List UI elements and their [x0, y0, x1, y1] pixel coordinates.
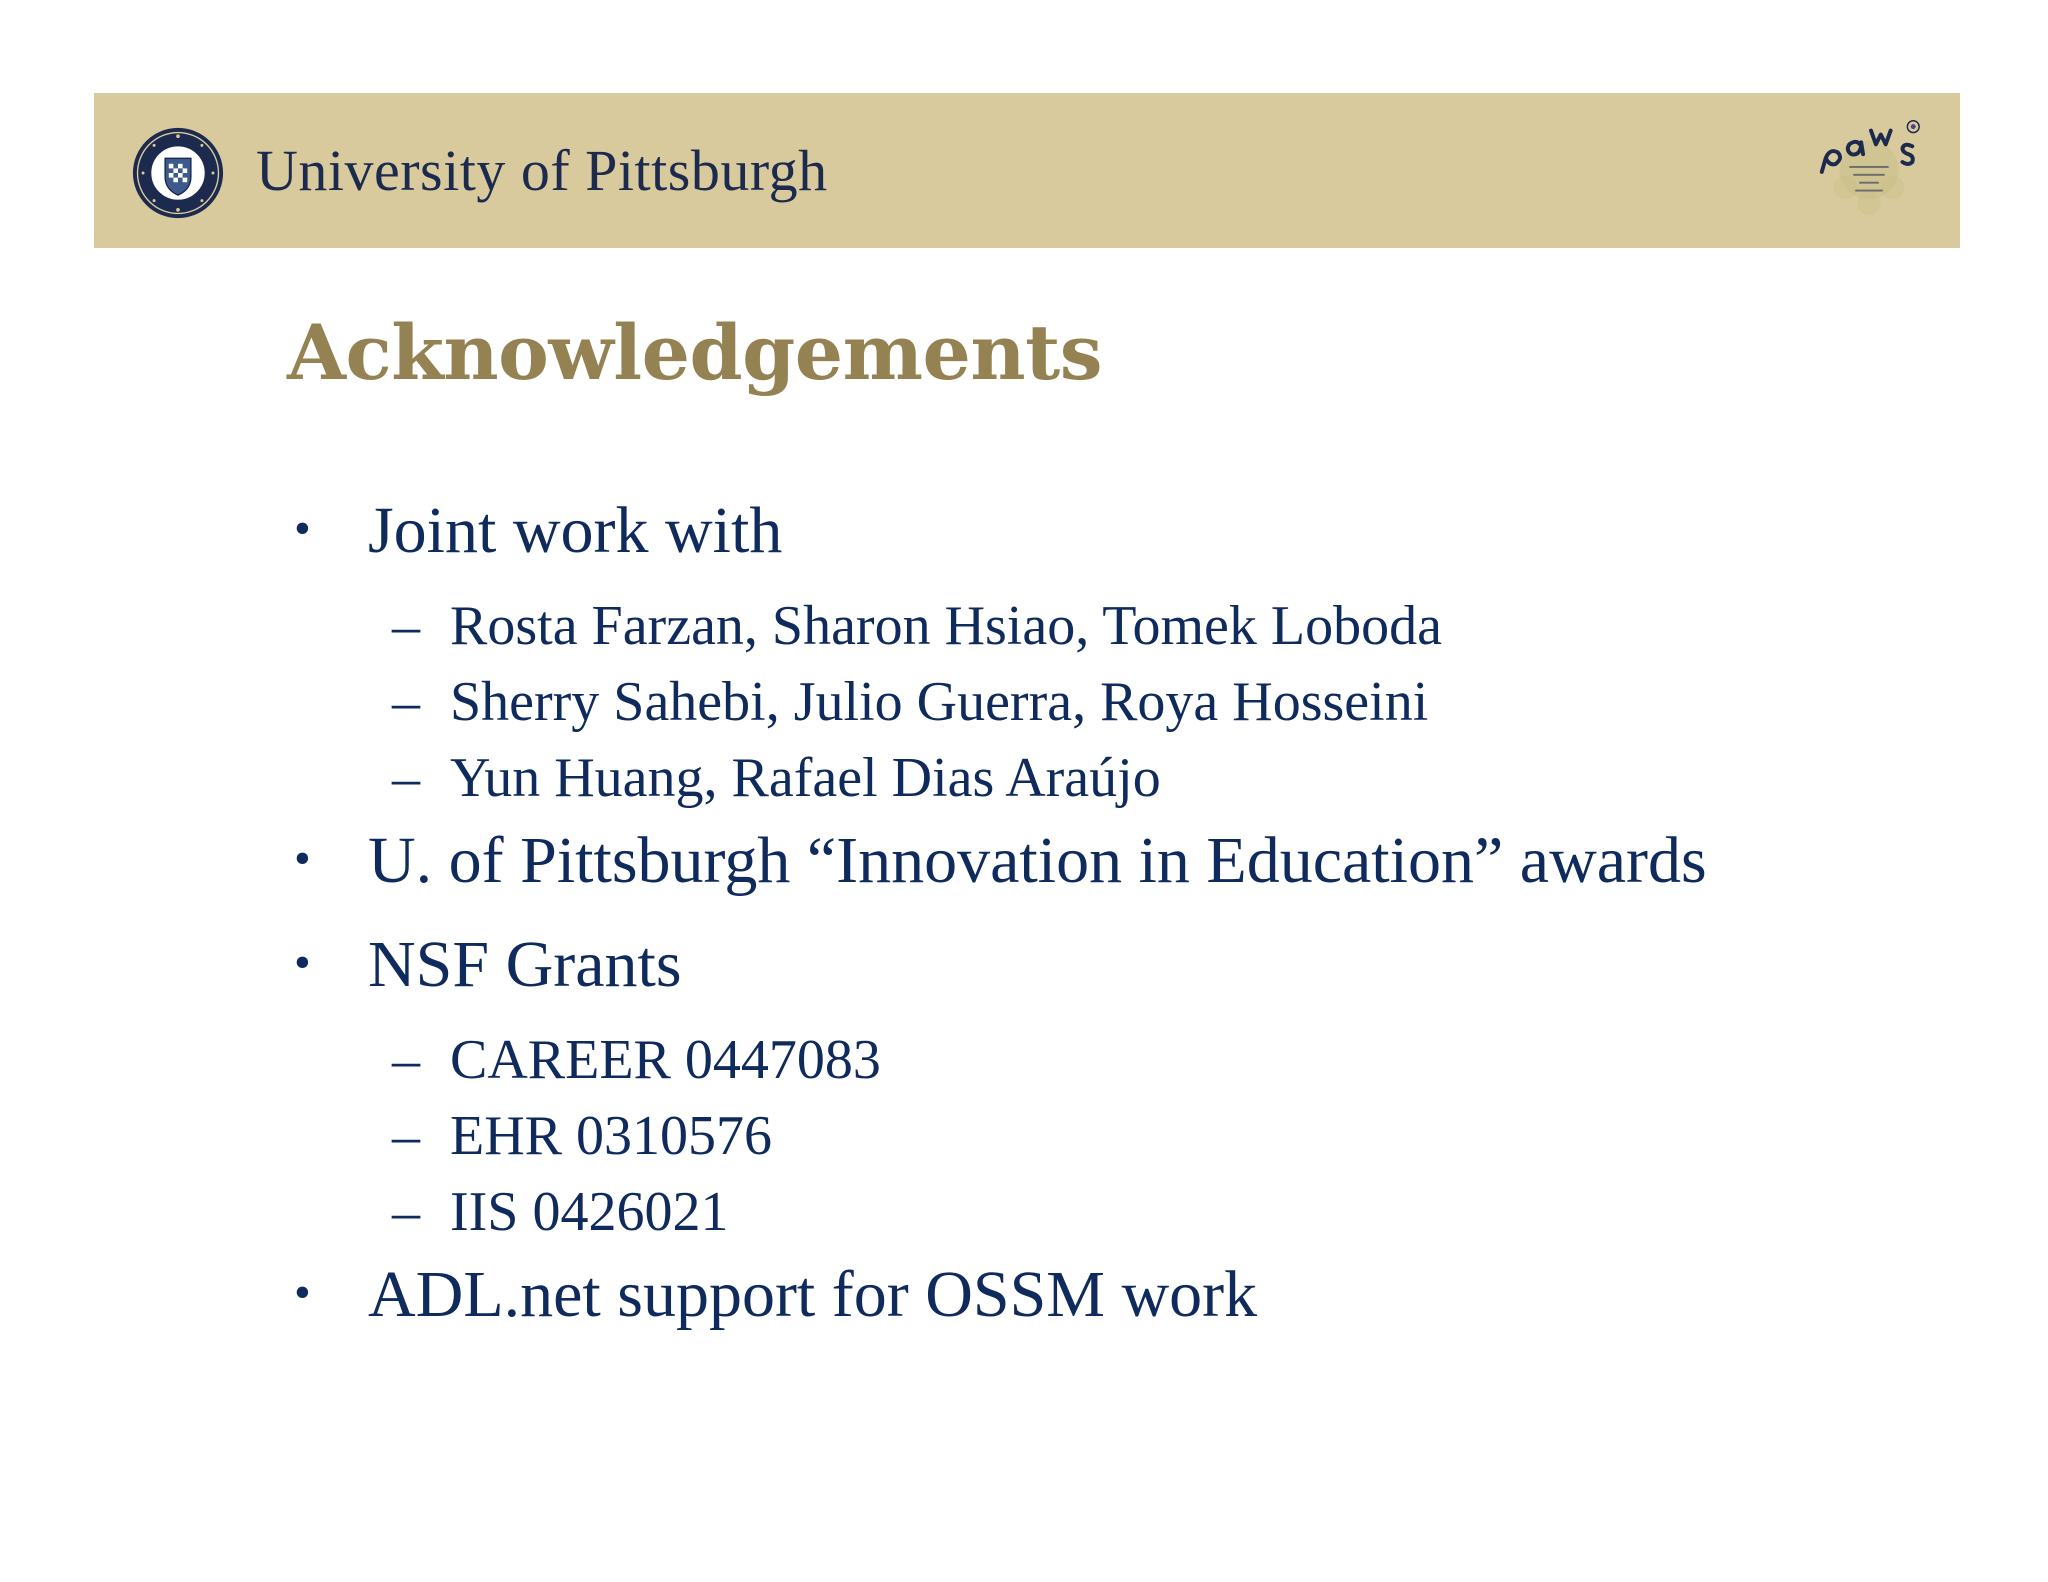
sub-item [392, 1105, 772, 1167]
sub-text: EHR 0310576 [450, 1105, 772, 1167]
bullet-item [294, 494, 783, 567]
sub-dash: – [392, 671, 420, 733]
bullet-dot: • [294, 502, 311, 555]
sub-item [392, 595, 1442, 657]
sub-item [392, 671, 1429, 733]
bullet-dot: • [294, 832, 311, 885]
slide-title: Acknowledgements [287, 308, 1103, 397]
sub-text: Sherry Sahebi, Julio Guerra, Roya Hosseini [450, 671, 1429, 733]
bullet-dot: • [294, 1266, 311, 1319]
sub-text: IIS 0426021 [450, 1181, 729, 1243]
bullet-item [294, 1258, 1258, 1331]
sub-item [392, 1181, 729, 1243]
sub-dash: – [392, 1105, 420, 1167]
university-name: University of Pittsburgh [256, 138, 828, 203]
bullet-text: Joint work with [368, 494, 783, 567]
sub-item [392, 747, 1161, 809]
bullet-dot: • [294, 936, 311, 989]
sub-item [392, 1029, 881, 1091]
sub-dash: – [392, 747, 420, 809]
sub-dash: – [392, 1181, 420, 1243]
bullet-item [294, 824, 1707, 897]
sub-dash: – [392, 1029, 420, 1091]
sub-text: Yun Huang, Rafael Dias Araújo [450, 747, 1161, 809]
bullet-item [294, 928, 682, 1001]
sub-text: Rosta Farzan, Sharon Hsiao, Tomek Loboda [450, 595, 1442, 657]
bullet-text: NSF Grants [368, 928, 682, 1001]
bullet-text: ADL.net support for OSSM work [368, 1258, 1258, 1331]
sub-text: CAREER 0447083 [450, 1029, 881, 1091]
sub-dash: – [392, 595, 420, 657]
bullet-text: U. of Pittsburgh “Innovation in Education” awards [368, 824, 1707, 897]
